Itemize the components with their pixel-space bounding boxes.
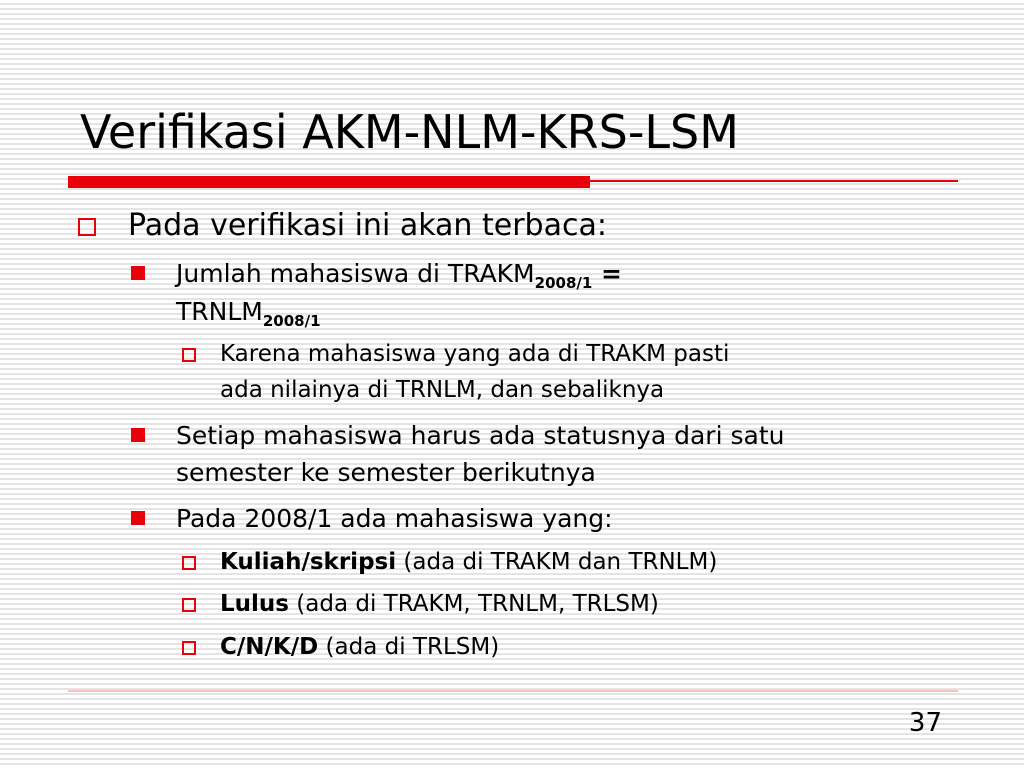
main-bullet-text: Pada verifikasi ini akan terbaca: (128, 208, 607, 243)
item3-sub-3-rest: (ada di TRLSM) (318, 634, 500, 660)
hollow-square-bullet-icon (182, 556, 196, 570)
filled-square-bullet-icon (131, 511, 145, 525)
item3-sub-1-rest: (ada di TRAKM dan TRNLM) (396, 549, 718, 575)
item1-line1-text: Jumlah mahasiswa di TRAKM (176, 259, 535, 288)
item3-sub-3-bold: C/N/K/D (220, 634, 319, 660)
title-underline-thick (68, 176, 590, 188)
item1-line2-subscript: 2008/1 (262, 312, 321, 330)
item2-line2: semester ke semester berikutnya (176, 458, 596, 487)
filled-square-bullet-icon (131, 266, 145, 280)
hollow-square-bullet-icon (182, 598, 196, 612)
item3-text: Pada 2008/1 ada mahasiswa yang: (176, 504, 613, 533)
item1-sub-line1: Karena mahasiswa yang ada di TRAKM pasti (220, 341, 730, 367)
footer-divider (68, 690, 958, 692)
item2-line1: Setiap mahasiswa harus ada statusnya dari satu (176, 421, 785, 450)
hollow-square-bullet-icon (78, 218, 96, 236)
item1-line2-text: TRNLM (176, 297, 263, 326)
item3-sub-2 (220, 587, 659, 621)
item1-equals: = (592, 259, 622, 288)
item3-sub-1 (220, 545, 717, 579)
item3-sub-3 (220, 630, 499, 664)
item3-sub-2-rest: (ada di TRAKM, TRNLM, TRLSM) (288, 591, 659, 617)
item3-sub-2-bold: Lulus (220, 591, 289, 617)
slide-title: Verifikasi AKM-NLM-KRS-LSM (80, 105, 739, 159)
item3-sub-1-bold: Kuliah/skripsi (220, 549, 397, 575)
title-underline-thin (590, 180, 958, 182)
item1-line2 (176, 294, 321, 333)
item1-line1-subscript: 2008/1 (534, 274, 593, 292)
filled-square-bullet-icon (131, 428, 145, 442)
hollow-square-bullet-icon (182, 348, 196, 362)
item1-sub-line2: ada nilainya di TRNLM, dan sebaliknya (220, 377, 665, 403)
item1-line1 (176, 256, 622, 295)
page-number: 37 (908, 708, 942, 738)
hollow-square-bullet-icon (182, 641, 196, 655)
